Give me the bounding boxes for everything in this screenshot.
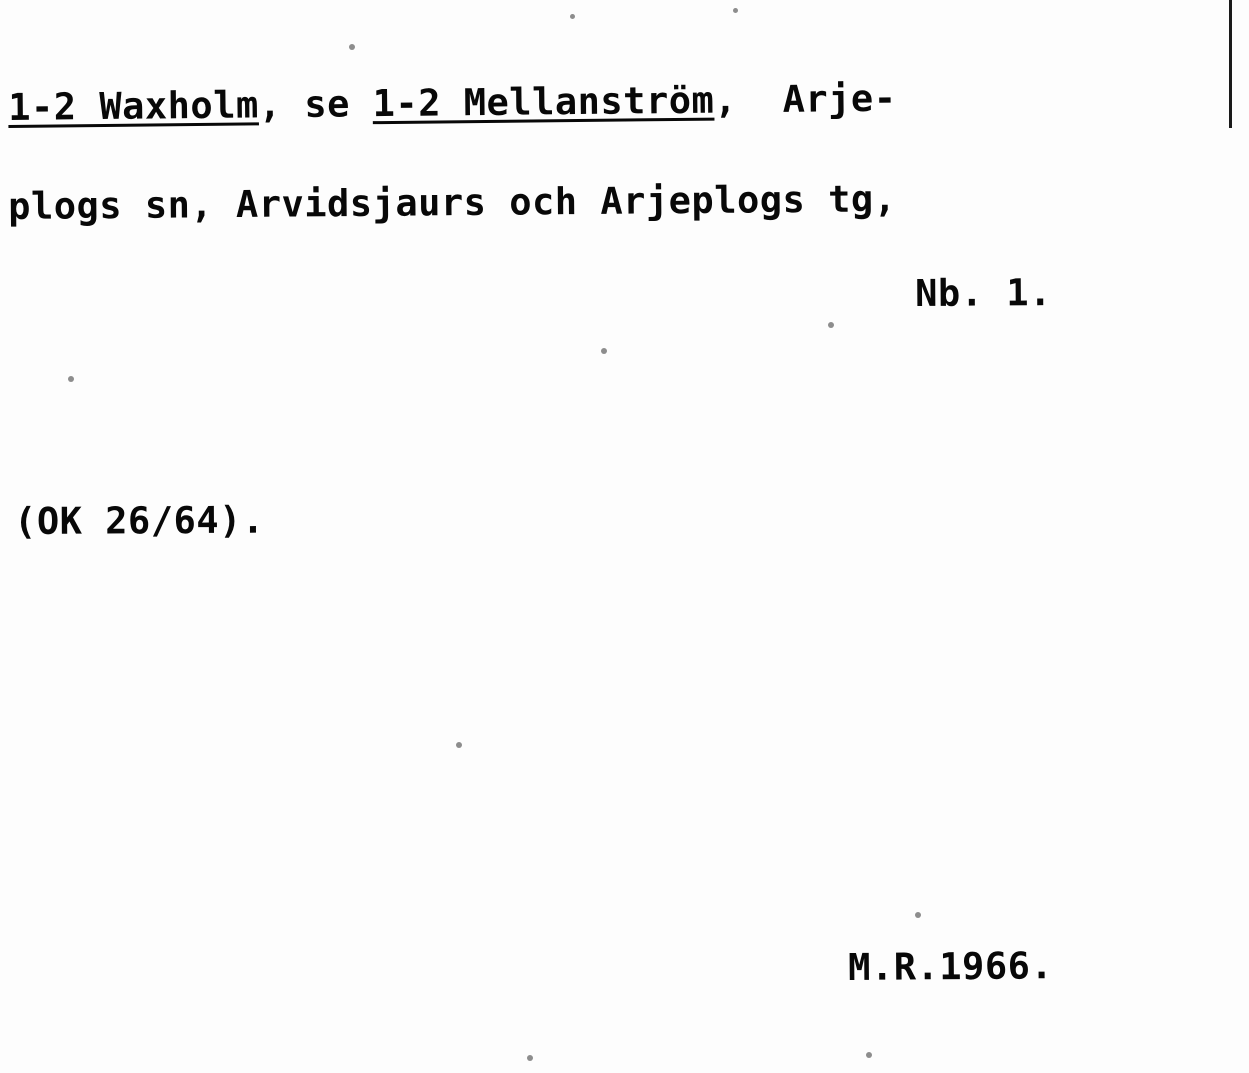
scan-speck [733, 8, 738, 13]
scan-speck [601, 348, 607, 354]
scan-speck [456, 742, 462, 748]
card-edge-rule [1229, 0, 1232, 128]
cross-reference-connector: , se [258, 82, 373, 127]
headword-line [8, 77, 897, 129]
scan-speck [866, 1052, 872, 1058]
county-line: Nb. 1. [915, 271, 1052, 315]
scan-speck [68, 376, 74, 382]
scan-speck [527, 1055, 533, 1061]
parish-line: plogs sn, Arvidsjaurs och Arjeplogs tg, [8, 177, 897, 228]
scan-speck [349, 44, 355, 50]
signature-line: M.R.1966. [848, 944, 1054, 989]
scan-speck [828, 322, 834, 328]
headword-line-tail: , Arje- [714, 76, 897, 122]
scan-speck [570, 14, 575, 19]
cross-reference-term: 1-2 Mellanström [372, 78, 715, 126]
scan-speck [915, 912, 921, 918]
source-line: (OK 26/64). [14, 498, 265, 543]
headword-term: 1-2 Waxholm [8, 83, 259, 129]
